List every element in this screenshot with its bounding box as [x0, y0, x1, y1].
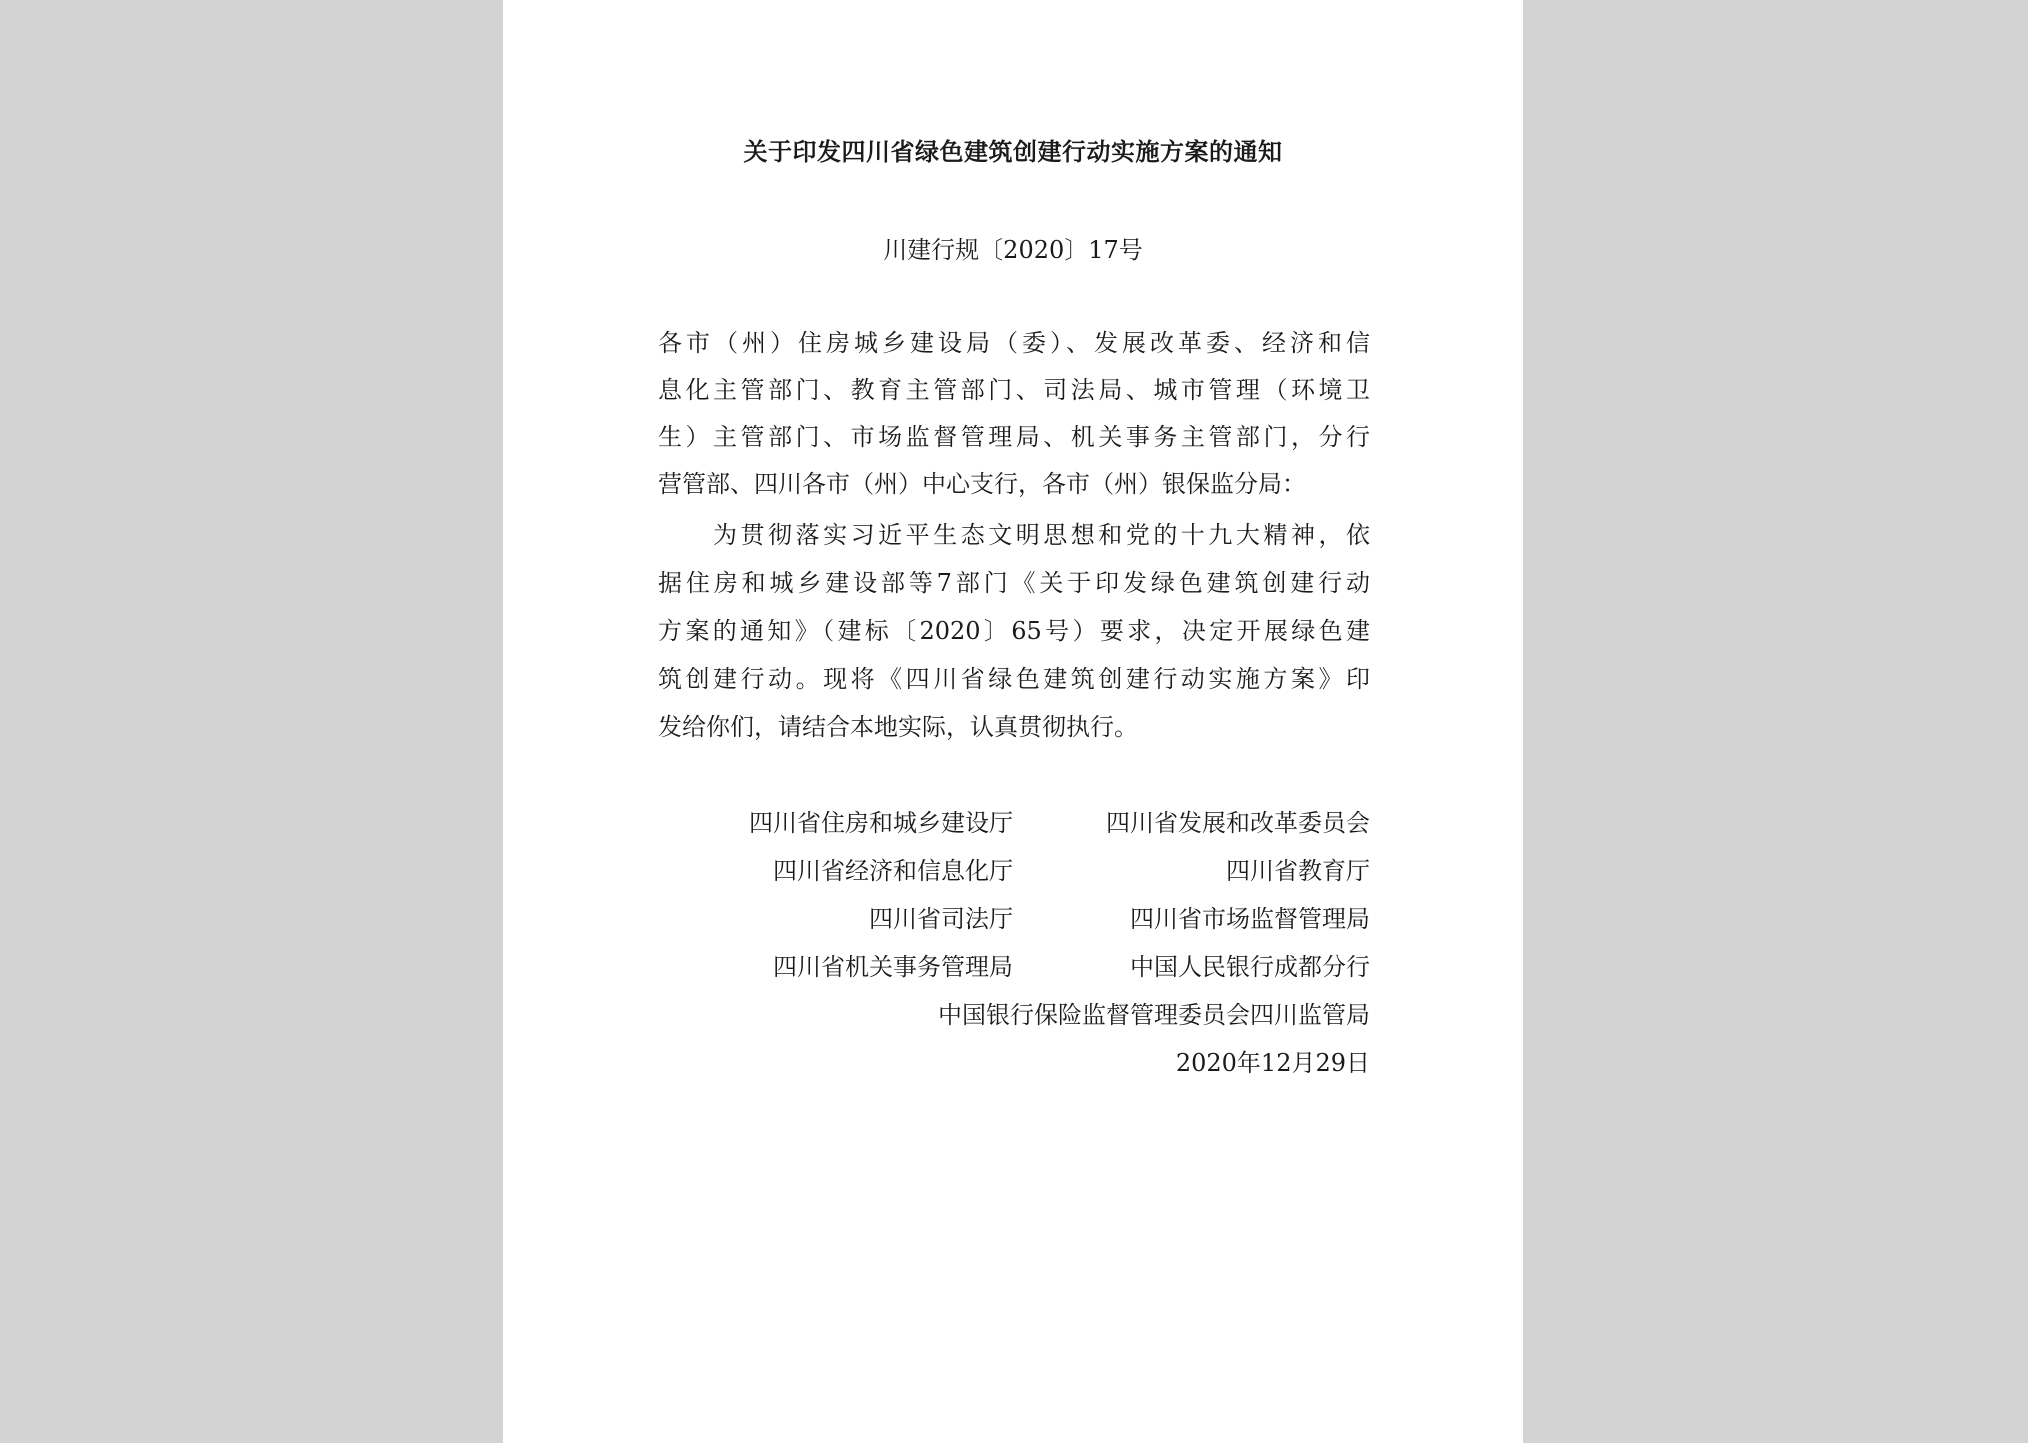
signatory-economy-dept: 四川省经济和信息化厅: [773, 857, 1013, 885]
signatory-cbirc-sichuan: 中国银行保险监督管理委员会四川监管局: [938, 1001, 1370, 1029]
addressee-line-4: 营管部、四川各市（州）中心支行，各市（州）银保监分局：: [658, 470, 1306, 498]
body-line-4: 筑创建行动。现将《四川省绿色建筑创建行动实施方案》印: [658, 665, 1370, 693]
signatory-education-dept: 四川省教育厅: [1226, 857, 1370, 885]
addressee-line-1: 各市（州）住房城乡建设局（委）、发展改革委、经济和信: [658, 329, 1370, 357]
document-date: 2020年12月29日: [1175, 1049, 1370, 1077]
signatory-affairs-bureau: 四川省机关事务管理局: [773, 953, 1013, 981]
body-line-5: 发给你们，请结合本地实际，认真贯彻执行。: [658, 713, 1138, 741]
addressee-line-2: 息化主管部门、教育主管部门、司法局、城市管理（环境卫: [658, 376, 1370, 404]
body-line-2: 据住房和城乡建设部等7部门《关于印发绿色建筑创建行动: [658, 569, 1370, 597]
document-title: 关于印发四川省绿色建筑创建行动实施方案的通知: [743, 138, 1283, 166]
document-page: [503, 0, 1523, 1443]
body-line-1: 为贯彻落实习近平生态文明思想和党的十九大精神，依: [713, 521, 1370, 549]
signatory-market-bureau: 四川省市场监督管理局: [1130, 905, 1370, 933]
signatory-housing-dept: 四川省住房和城乡建设厅: [749, 809, 1013, 837]
addressee-line-3: 生）主管部门、市场监督管理局、机关事务主管部门，分行: [658, 423, 1370, 451]
signatory-development-commission: 四川省发展和改革委员会: [1106, 809, 1370, 837]
signatory-pboc-chengdu: 中国人民银行成都分行: [1130, 953, 1370, 981]
body-line-3: 方案的通知》（建标〔2020〕65号）要求，决定开展绿色建: [658, 617, 1370, 645]
document-number: 川建行规〔2020〕17号: [883, 236, 1143, 264]
signatory-justice-dept: 四川省司法厅: [869, 905, 1013, 933]
